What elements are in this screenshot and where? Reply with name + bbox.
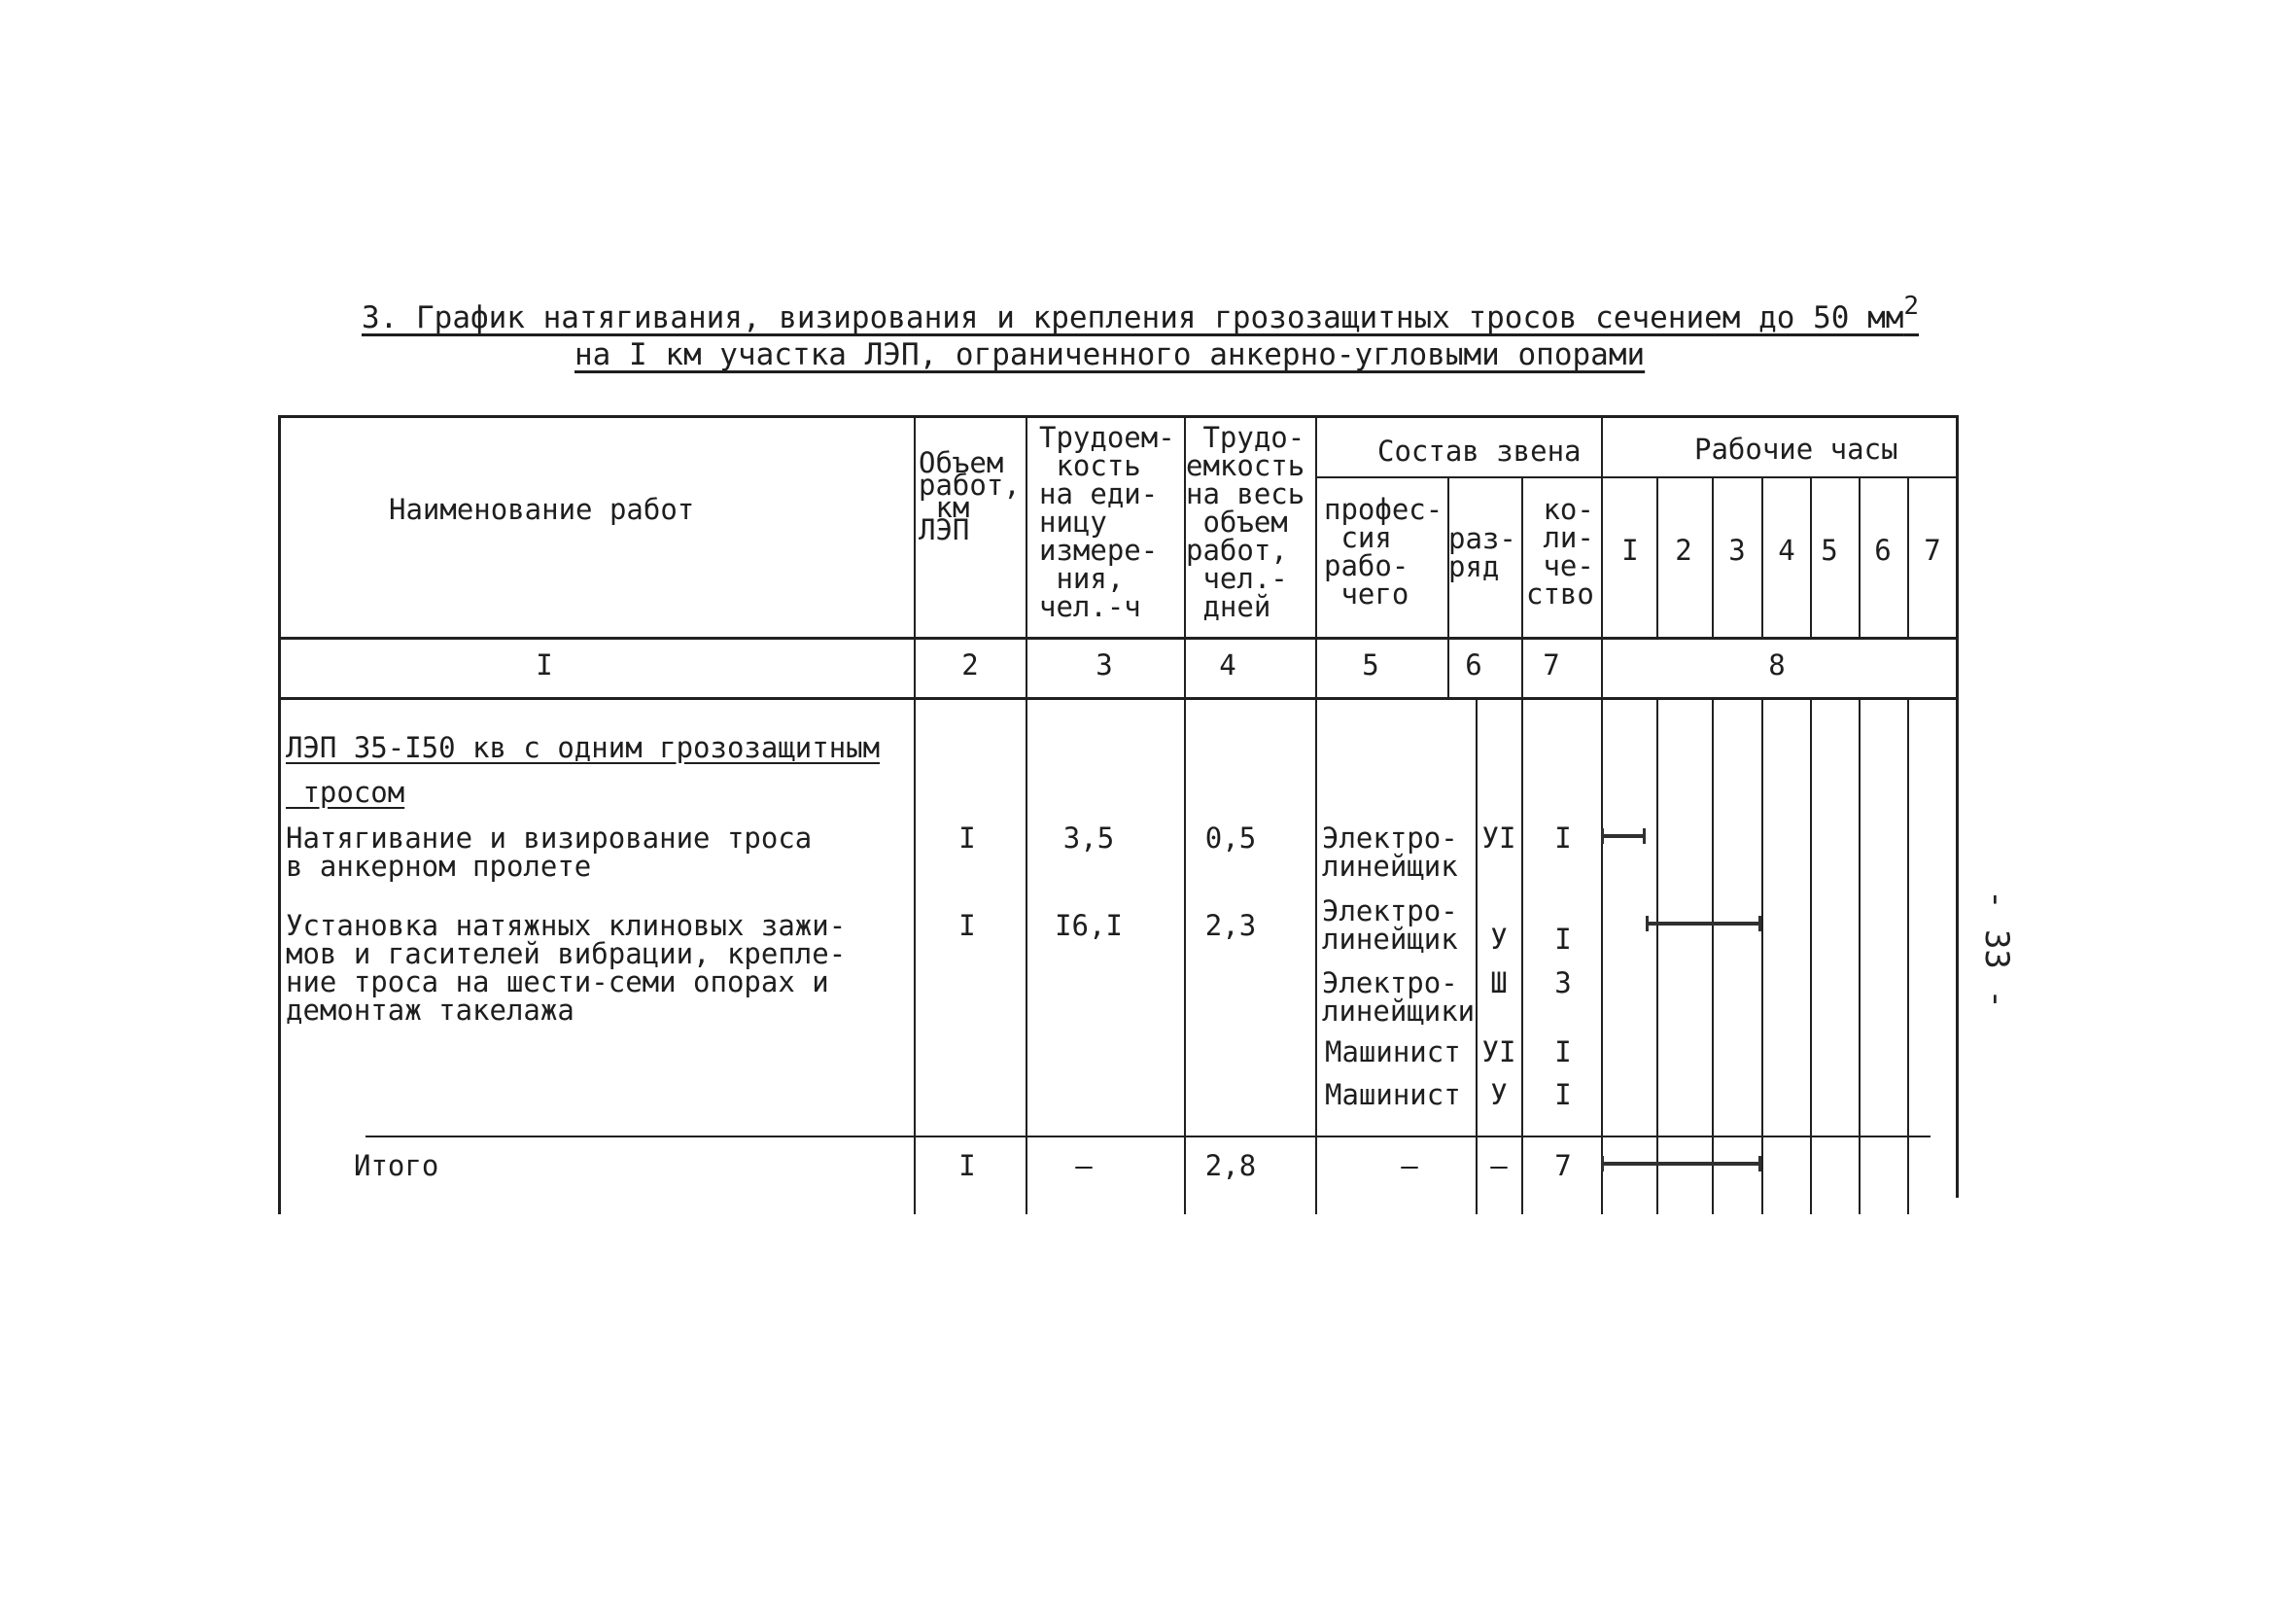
- row-2-labor-total: 2,3: [1204, 909, 1257, 942]
- crew-4-profession: Машинист: [1325, 1035, 1461, 1068]
- page-number: - 33 -: [1977, 890, 2016, 1009]
- section-heading: ЛЭП 35-I50 кв с одним грозозащитным тросом: [286, 731, 881, 809]
- row-1-labor-unit: 3,5: [1062, 821, 1115, 855]
- total-label: Итого: [354, 1149, 439, 1182]
- column-number-4: 4: [1219, 648, 1236, 682]
- column-number-8: 8: [1768, 648, 1786, 682]
- header-crew-group: Состав звена: [1377, 435, 1582, 468]
- schedule-bar-row-1: [1601, 834, 1646, 838]
- row-1-work-name: Натягивание и визирование троса в анкерном пролете: [286, 821, 813, 883]
- total-grade: –: [1490, 1149, 1508, 1182]
- hour-label-6: 6: [1874, 534, 1892, 567]
- column-number-7: 7: [1543, 648, 1560, 682]
- table-title-line1: 3. График натягивания, визирования и крепления грозозащитных тросов сечением до 50 $мм^2$: [362, 292, 1920, 335]
- crew-3-count: 3: [1554, 966, 1572, 999]
- hour-label-1: I: [1621, 534, 1639, 567]
- header-labor-total: Трудо- емкость на весь объем работ, чел.- дней: [1186, 421, 1305, 623]
- column-number-1: I: [536, 648, 553, 682]
- hour-label-4: 4: [1778, 534, 1795, 567]
- crew-2-profession: Электро- линейщик: [1322, 894, 1458, 956]
- header-working-hours: Рабочие часы: [1694, 433, 1898, 466]
- total-labor-unit: –: [1075, 1149, 1093, 1182]
- total-profession: –: [1401, 1149, 1418, 1182]
- column-number-3: 3: [1096, 648, 1113, 682]
- hour-label-7: 7: [1924, 534, 1941, 567]
- header-volume: Объем работ, км ЛЭП: [919, 446, 1021, 546]
- schedule-bar-row-2: [1646, 922, 1761, 926]
- crew-1-profession: Электро- линейщик: [1322, 821, 1458, 883]
- column-number-6: 6: [1465, 648, 1482, 682]
- crew-1-grade: УI: [1481, 821, 1516, 855]
- schedule-bar-total: [1601, 1162, 1761, 1166]
- column-number-2: 2: [961, 648, 979, 682]
- crew-2-grade: У: [1490, 923, 1508, 956]
- header-profession: профес- сия рабо- чего: [1324, 493, 1444, 611]
- total-count: 7: [1554, 1149, 1572, 1182]
- table-title-line2: на I км участка ЛЭП, ограниченного анкерно-угловыми опорами: [574, 337, 1646, 372]
- header-grade: раз- ряд: [1448, 522, 1516, 583]
- crew-4-grade: УI: [1481, 1035, 1516, 1068]
- crew-3-grade: Ш: [1490, 966, 1508, 999]
- crew-2-count: I: [1554, 923, 1572, 956]
- row-1-volume: I: [958, 821, 976, 855]
- crew-5-count: I: [1554, 1078, 1572, 1111]
- hour-label-3: 3: [1728, 534, 1746, 567]
- row-2-labor-unit: I6,I: [1055, 909, 1123, 942]
- header-labor-unit: Трудоем- кость на еди- ницу измере- ния, чел.-ч: [1039, 421, 1175, 623]
- superscript-2: 2: [1903, 292, 1920, 321]
- hour-label-2: 2: [1675, 534, 1692, 567]
- row-2-volume: I: [958, 909, 976, 942]
- crew-5-grade: У: [1490, 1078, 1508, 1111]
- crew-1-count: I: [1554, 821, 1572, 855]
- row-1-labor-total: 0,5: [1204, 821, 1257, 855]
- total-volume: I: [958, 1149, 976, 1182]
- crew-5-profession: Машинист: [1325, 1078, 1461, 1111]
- row-2-work-name: Установка натяжных клиновых зажи- мов и гасителей вибрации, крепле- ние троса на шести-семи опорах и демонтаж такелажа: [286, 909, 847, 1027]
- crew-3-profession: Электро- линейщики: [1322, 966, 1476, 1028]
- hour-label-5: 5: [1821, 534, 1838, 567]
- column-number-5: 5: [1362, 648, 1379, 682]
- header-work-name: Наименование работ: [389, 493, 695, 526]
- total-labor-total: 2,8: [1204, 1149, 1257, 1182]
- crew-4-count: I: [1554, 1035, 1572, 1068]
- header-count: ко- ли- че- ство: [1526, 493, 1594, 611]
